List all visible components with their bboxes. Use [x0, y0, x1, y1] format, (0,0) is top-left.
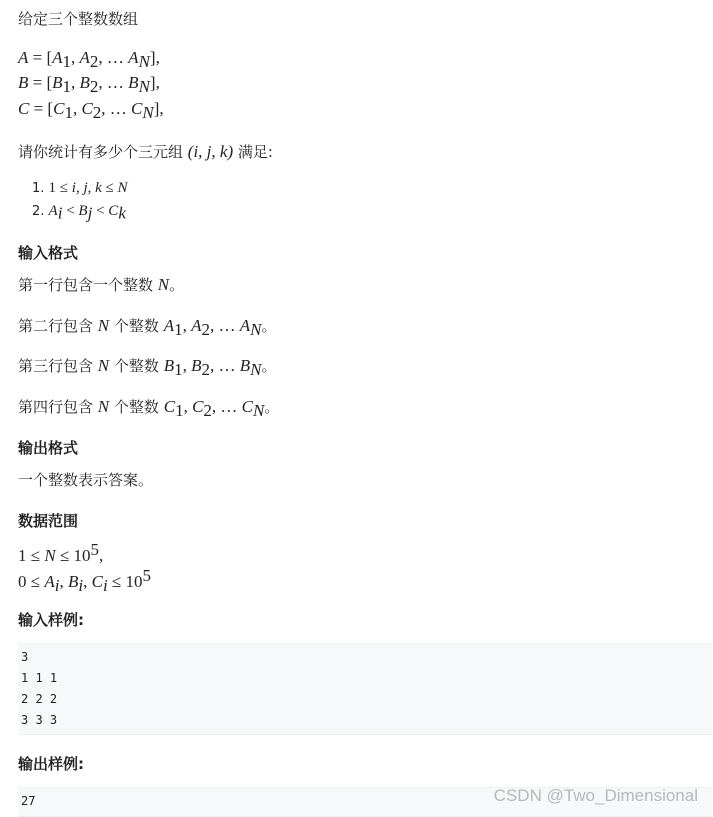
input-line-4-suffix: 。 [264, 398, 280, 416]
question-prefix: 请你统计有多少个三元组 [18, 143, 184, 161]
input-line-1 [18, 274, 184, 295]
array-c-line: $C = [C_1$, $C_2$, … $C_N$], [18, 99, 164, 122]
output-format-heading: 输出格式 [18, 439, 79, 457]
input-line-3-mid: 个整数 [113, 357, 159, 375]
range-line-2: $0 \le A_i$, $B_i$, $C_i \le 10^5$ [18, 566, 152, 595]
input-line-4: 第四行包含 N 个整数 $C_1$, $C_2$, … $C_N$。 [18, 397, 280, 420]
input-line-3: 第三行包含 N 个整数 $B_1$, $B_2$, … $B_N$。 [18, 356, 277, 379]
sample-input-line: 3 [21, 650, 29, 664]
input-line-2-suffix: 。 [261, 317, 277, 335]
input-line-2-mid: 个整数 [113, 317, 159, 335]
input-format-heading: 输入格式 [18, 244, 79, 262]
output-format-text: 一个整数表示答案。 [18, 471, 154, 489]
input-line-3-prefix: 第三行包含 [18, 357, 94, 375]
condition-1: 1. 1 ≤ i, j, k ≤ N [32, 180, 128, 196]
input-line-1-prefix: 第一行包含一个整数 [18, 276, 154, 294]
sample-output-heading: 输出样例: [18, 755, 84, 773]
input-line-4-var: N [97, 397, 110, 416]
sample-output-line: 27 [21, 794, 36, 808]
question-line [18, 141, 273, 162]
input-line-4-mid: 个整数 [113, 398, 159, 416]
sample-input-block [18, 643, 712, 735]
condition-2-number: 2. [32, 204, 45, 219]
input-line-3-suffix: 。 [261, 357, 277, 375]
sample-input-line: 3 3 3 [21, 713, 58, 727]
csdn-watermark: CSDN @Two_Dimensional [493, 786, 698, 805]
intro-text: 给定三个整数数组 [18, 10, 139, 28]
input-line-1-var: N [157, 275, 170, 294]
input-line-1-suffix: 。 [169, 276, 185, 294]
condition-1-number: 1. [32, 181, 45, 196]
input-line-2-prefix: 第二行包含 [18, 317, 94, 335]
sample-input-line: 1 1 1 [21, 671, 58, 685]
data-range-heading: 数据范围 [18, 512, 79, 530]
input-line-4-prefix: 第四行包含 [18, 398, 94, 416]
input-line-3-var: N [97, 356, 110, 375]
array-b-line: $B = [B_1$, $B_2$, … $B_N$], [18, 73, 160, 96]
sample-input-line: 2 2 2 [21, 692, 58, 706]
condition-2: 2. $A_i < B_j < C_k$ [32, 203, 126, 223]
input-line-2-var: N [97, 316, 110, 335]
sample-input-heading: 输入样例: [18, 611, 84, 629]
question-triple: (i, j, k) [187, 142, 234, 161]
input-line-2: 第二行包含 N 个整数 $A_1$, $A_2$, … $A_N$。 [18, 316, 277, 339]
question-suffix: 满足: [237, 143, 273, 161]
array-a-line: $A = [A_1$, $A_2$, … $A_N$], [18, 48, 160, 71]
range-line-1: $1 \le N \le 10^5$, [18, 540, 104, 565]
